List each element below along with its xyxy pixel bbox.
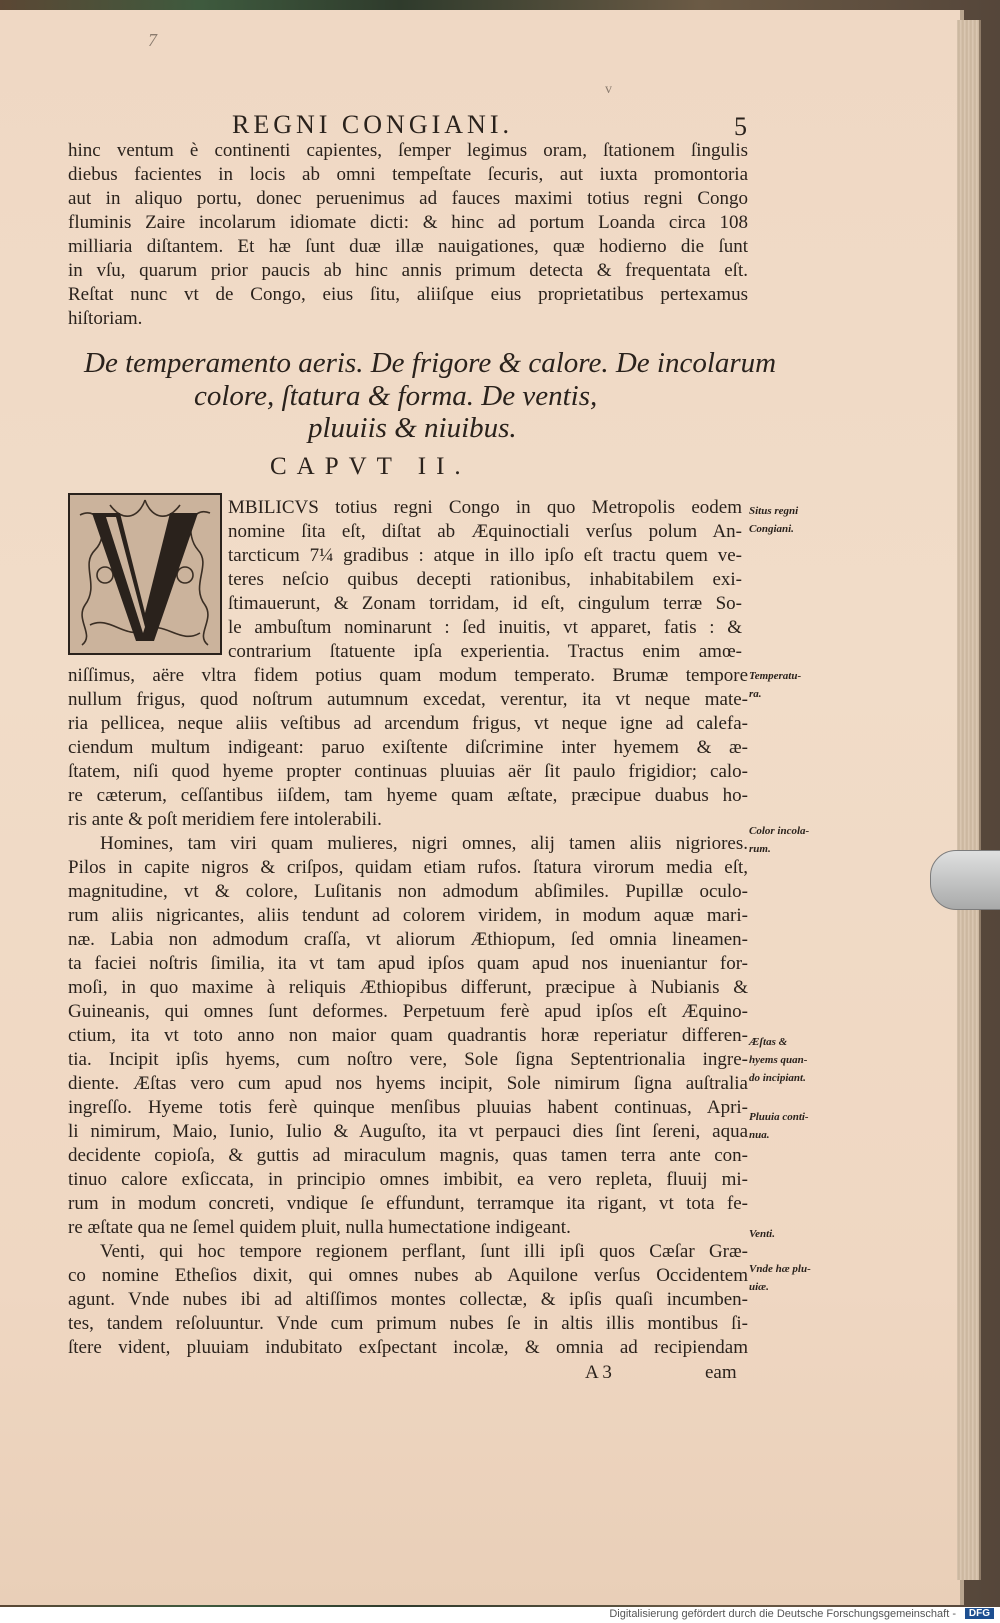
marginal-note xyxy=(749,1108,849,1144)
text-line: in vſu, quarum prior paucis ab hinc annis primum detecta & frequentata eſt. xyxy=(68,260,748,281)
marginal-note xyxy=(749,1225,849,1243)
marginal-note-line: Pluuia conti- xyxy=(749,1111,809,1123)
text-line: ria pellicea, neque aliis veſtibus ad arcendum frigus, vt neque igne ad calefa- xyxy=(68,713,748,734)
dfg-logo: DFG xyxy=(965,1608,994,1619)
marginal-note xyxy=(749,667,849,703)
text-line: contrarium ſtatuente ipſa experientia. Tractus enim amœ- xyxy=(228,641,742,662)
text-line: ſtere vident, pluuiam indubitato exſpectant incolæ, & omnia ad recipiendam xyxy=(68,1337,748,1358)
marginal-note-line: Vnde hæ plu- xyxy=(749,1263,811,1275)
marginal-note-line: do incipiant. xyxy=(749,1072,806,1084)
text-line: diebus facientes in locis ab omni tempeſtate ſecuris, aut iuxta promontoria xyxy=(68,164,748,185)
marginal-note-line: uiæ. xyxy=(749,1281,769,1293)
pencil-mark-v: v xyxy=(605,82,612,97)
decorated-initial xyxy=(68,493,222,655)
text-line: decidente copioſa, & guttis ad miraculum magnis, quas tamen terra ante con- xyxy=(68,1145,748,1166)
text-line: diente. Æſtas vero cum apud nos hyems incipit, Sole nimirum ſigna auſtralia xyxy=(68,1073,748,1094)
chapter-number: CAPVT II. xyxy=(270,453,471,480)
text-line: re æſtate qua ne ſemel quidem pluit, nulla humectatione indigeant. xyxy=(68,1217,571,1238)
text-line: ris ante & poſt meridiem fere intolerabili. xyxy=(68,809,382,830)
text-line: hiſtoriam. xyxy=(68,308,143,329)
marginal-note-line: ra. xyxy=(749,688,762,700)
text-line: fluminis Zaire incolarum idiomate dicti: & hinc ad portum Loanda circa 108 xyxy=(68,212,748,233)
marginal-note-line: Æſtas & xyxy=(749,1036,788,1048)
text-line: Pilos in capite nigros & criſpos, quidam etiam rufos. ſtatura virorum media eſt, xyxy=(68,857,748,878)
text-line: li nimirum, Maio, Iunio, Iulio & Auguſto, ita vt perpauci dies ſint ſereni, aqua xyxy=(68,1121,748,1142)
text-line: hinc ventum è continenti capientes, ſemper legimus oram, ſtationem ſingulis xyxy=(68,140,748,161)
text-line: tarcticum 7¼ gradibus : atque in illo ipſo eſt tractu quem ve- xyxy=(228,545,742,566)
text-line: Reſtat nunc vt de Congo, eius ſitu, aliiſque eius proprietatibus pertexamus xyxy=(68,284,748,305)
marginal-note-line: Venti. xyxy=(749,1228,775,1240)
text-line: agunt. Vnde nubes ibi ad altiſſimos montes collectæ, & ipſis quaſi incumben- xyxy=(68,1289,748,1310)
text-line: ta faciei noſtris ſimilia, ita vt tam apud ipſos quam apud nos inueniantur for- xyxy=(68,953,748,974)
chapter-title-line: colore, ſtatura & forma. De ventis, xyxy=(194,380,598,412)
text-line: aut in aliquo portu, donec peruenimus ad fauces maximi totius regni Congo xyxy=(68,188,748,209)
text-line: Venti, qui hoc tempore regionem perflant, ſunt illi ipſi quos Cæſar Græ- xyxy=(100,1241,748,1262)
marginal-note-line: nua. xyxy=(749,1129,770,1141)
text-line: milliaria diſtantem. Et hæ ſunt duæ illæ nauigationes, quæ hodierno die ſunt xyxy=(68,236,748,257)
text-line: næ. Labia non admodum craſſa, vt aliorum Æthiopum, ſed omnia lineamen- xyxy=(68,929,748,950)
text-line: ingreſſo. Hyeme totis ferè quinque menſibus pluuias habent continuas, Apri- xyxy=(68,1097,748,1118)
text-line: ſtatem, niſi quod hyeme propter continuas pluuias aër ſit paulo frigidior; calo- xyxy=(68,761,748,782)
footer-credit: Digitalisierung gefördert durch die Deutsche Forschungsgemeinschaft - xyxy=(609,1608,956,1620)
page-edge xyxy=(957,20,981,1580)
marginal-note-line: Temperatu- xyxy=(749,670,802,682)
marginal-note-line: rum. xyxy=(749,843,771,855)
text-line: re cæterum, ceſſantibus iiſdem, tam hyeme quam æſtate, præcipue duabus ho- xyxy=(68,785,748,806)
chapter-title-line: pluuiis & niuibus. xyxy=(308,412,517,444)
text-line: co nomine Etheſios dixit, qui omnes nubes ab Aquilone verſus Occidentem xyxy=(68,1265,748,1286)
chapter-title-line: De temperamento aeris. De frigore & calore. De incolarum xyxy=(84,347,777,379)
page-clip xyxy=(930,850,1000,910)
text-line: teres neſcio quibus decepti rationibus, inhabitabilem exi- xyxy=(228,569,742,590)
text-line: tia. Incipit ipſis hyems, cum noſtro vere, Sole ſigna Septentrionalia ingre- xyxy=(68,1049,748,1070)
folio-number: 5 xyxy=(734,112,747,141)
text-line: rum in modum concreti, vndique ſe effundunt, terramque ita rigant, vt tota fe- xyxy=(68,1193,748,1214)
running-title: REGNI CONGIANI. xyxy=(232,110,513,139)
catchword: eam xyxy=(705,1362,737,1383)
text-line: ctium, ita vt toto anno non maior quam quadrantis horæ reperiatur differen- xyxy=(68,1025,748,1046)
text-line: moſi, in quo maxime à reliquis Æthiopibus differunt, præcipue à Nubianis & xyxy=(68,977,748,998)
text-line: le ambuſtum nominarunt : ſed inuitis, vt apparet, fatis : & xyxy=(228,617,742,638)
marginal-note-line: Situs regni xyxy=(749,505,799,517)
text-line: niſſimus, aëre vltra fidem potius quam modum temperato. Brumæ tempore xyxy=(68,665,748,686)
text-line: nullum frigus, quod noſtrum autumnum excedat, verentur, ita vt neque mate- xyxy=(68,689,748,710)
text-line: nomine ſita eſt, diſtat ab Æquinoctiali verſus polum An- xyxy=(228,521,742,542)
marginal-note-line: Congiani. xyxy=(749,523,794,535)
text-line: tinuo calore exſiccata, in principio omnes imbibit, ea vero repleta, fluuij mi- xyxy=(68,1169,748,1190)
marginal-note-line: hyems quan- xyxy=(749,1054,808,1066)
text-line: Guineanis, qui omnes ſunt deformes. Perpetuum ferè apud ipſos eſt Æquino- xyxy=(68,1001,748,1022)
text-line: rum aliis nigricantes, aliis tendunt ad colorem viridem, in modum aquæ mari- xyxy=(68,905,748,926)
marginal-note xyxy=(749,822,849,858)
text-line: tes, tandem reſoluuntur. Vnde cum primum nubes ſe in altis illis montibus ſi- xyxy=(68,1313,748,1334)
marginal-note xyxy=(749,1033,849,1087)
text-line: MBILICVS totius regni Congo in quo Metropolis eodem xyxy=(228,497,742,518)
text-line: ciendum multum indigeant: paruo exiſtente diſcrimine inter hyemem & æ- xyxy=(68,737,748,758)
pencil-mark: 7 xyxy=(148,30,157,50)
marginal-note xyxy=(749,502,849,538)
marginal-note-line: Color incola- xyxy=(749,825,810,837)
text-line: magnitudine, vt & colore, Luſitanis non admodum abſimiles. Pupillæ oculo- xyxy=(68,881,748,902)
text-line: ſtimauerunt, & Zonam torridam, id eſt, cingulum terræ So- xyxy=(228,593,742,614)
marginal-note xyxy=(749,1260,849,1296)
signature-mark: A 3 xyxy=(585,1362,612,1383)
text-line: Homines, tam viri quam mulieres, nigri omnes, alij tamen aliis nigriores. xyxy=(100,833,748,854)
